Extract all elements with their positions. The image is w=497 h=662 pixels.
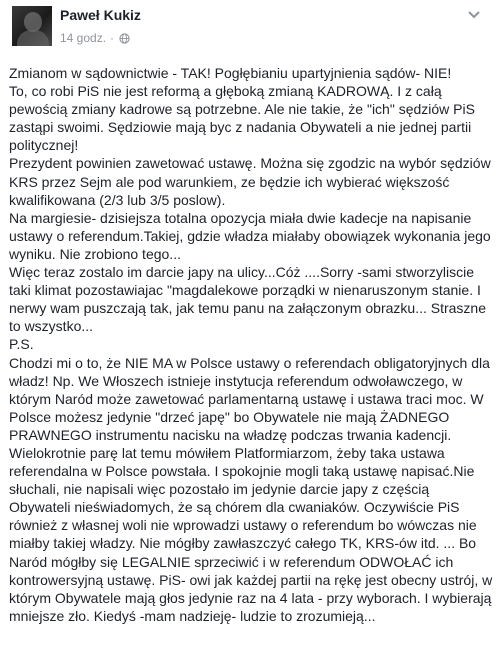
post-meta — [60, 31, 130, 45]
post-paragraph: Więc teraz zostalo im darcie japy na ulicy...Cóż ....Sorry -sami stworzyliscie taki klimat pozostawiajac "magdalekowe porządki w nienaruszonym stanie. I nerwy wam puszczają tak, jak temu panu na załączonym obrazku... Straszne to wszystko... — [9, 264, 486, 335]
post-paragraph: Zmianom w sądownictwie - TAK! Pogłębianiu upartyjnienia sądów- NIE! — [9, 65, 452, 81]
author-name[interactable]: Paweł Kukiz — [60, 7, 141, 23]
post-paragraph: Chodzi mi o to, że NIE MA w Polsce ustawy o referendach obligatoryjnych dla władz! Np. We Włoszech istnieje instytucja referendum odwoławczego, w którym Naród może zawetować parlamentarną ustawę i ustawa traci moc. W Polsce możesz jedynie "drzeć japę" bo Obywatele nie mają ŻADNEGO PRAWNEGO instrumentu nacisku na władzę podczas trwania kadencji. Wielokrotnie parę lat temu mówiłem Platformiarzom, żeby taka ustawa referendalna w Polsce powstała. I spokojnie mogli taką ustawę napisać.Nie słuchali, nie napisali więc pozostało im jedynie darcie japy z częścią Obywateli nieświadomych, że są chórem dla cwaniaków. Oczywiście PiS również z własnej woli nie wprowadzi ustawy o referendum bo wówczas nie miałby takiej władzy. Nie mógłby zawłaszczyć całego TK, KRS-ów itd. ... Bo Naród mógłby się LEGALNIE sprzeciwić i w referendum ODWOŁAĆ ich kontrowersyjną ustawę. PiS- owi jak każdej partii na rękę jest obecny ustrój, w którym Obywatele mają głos jedynie raz na 4 lata - przy wyborach. I wybierają mniejsze zło. Kiedyś -mam nadzieję- ludzie to zrozumieją... — [9, 354, 493, 624]
post-text — [9, 64, 493, 625]
globe-icon[interactable] — [119, 33, 130, 44]
post-timestamp[interactable]: 14 godz. — [60, 31, 107, 45]
post-paragraph: Na margiesie- dzisiejsza totalna opozycja miała dwie kadecje na napisanie ustawy o referendum.Takiej, gdzie władza miałaby obowiązek wykonania jego wyniku. Nie zrobiono tego... — [9, 209, 491, 262]
avatar[interactable] — [12, 6, 52, 46]
post-paragraph: Prezydent powinien zawetować ustawę. Można się zgodzic na wybór sędziów KRS przez Sejm ale pod warunkiem, ze będzie ich wybierać większość kwalifikowana (2/3 lub 3/5 poslow). — [9, 155, 491, 208]
post-header — [12, 6, 485, 52]
meta-separator: · — [110, 31, 115, 45]
post-paragraph: P.S. — [9, 336, 34, 353]
chevron-down-icon[interactable] — [467, 10, 481, 20]
post-paragraph: To, co robi PiS nie jest reformą a głęboką zmianą KADROWĄ. I z całą pewością zmiany kadrowe są potrzebne. Ale nie takie, że "ich" sędziów PiS zastąpi swoimi. Sędziowie mają byc z nadania Obywateli a nie jednej partii politycznej! — [9, 83, 475, 154]
